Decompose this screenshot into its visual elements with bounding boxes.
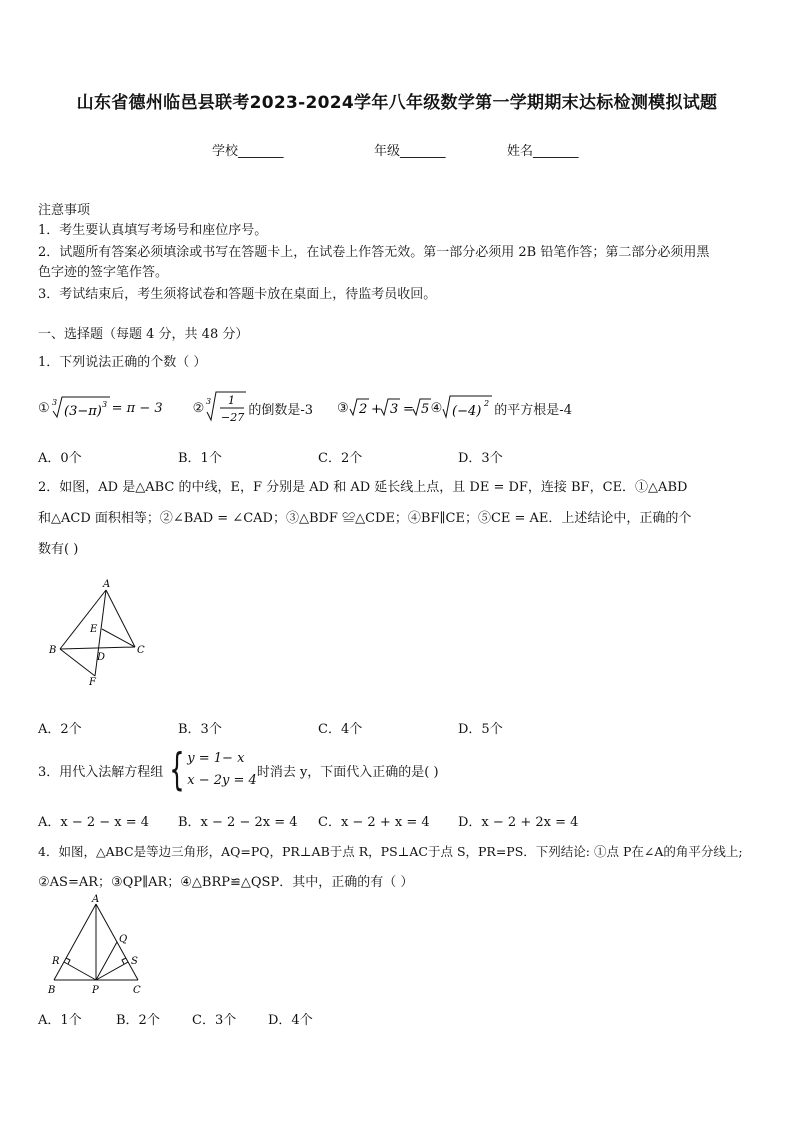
q2-option-c[interactable]: C．4个 <box>318 722 363 737</box>
page-title: 山东省德州临邑县联考2023-2024学年八年级数学第一学期期末达标检测模拟试题 <box>76 93 718 113</box>
q3-option-c[interactable]: C．x − 2 + x = 4 <box>318 815 430 830</box>
q3-stem <box>38 744 439 795</box>
label-a: A <box>103 579 111 590</box>
svg-text:−27: −27 <box>221 411 245 424</box>
q4-option-c[interactable]: C．3个 <box>192 1013 237 1028</box>
q1-stem: 1．下列说法正确的个数（ ） <box>38 355 207 370</box>
q4-figure <box>40 892 150 998</box>
statement-4-label: ④ <box>430 400 443 416</box>
q4-stem-line: ②AS=AR；③QP∥AR；④△BRP≌△QSP．其中，正确的有（ ） <box>38 875 414 890</box>
note-item: 1．考生要认真填写考场号和座位序号。 <box>38 223 268 238</box>
svg-text:5: 5 <box>420 402 429 417</box>
q2-stem-line: 和△ACD 面积相等；②∠BAD = ∠CAD；③△BDF ≌△CDE；④BF∥CE；⑤CE = AE．上述结论中，正确的个 <box>38 511 692 526</box>
q3-option-a[interactable]: A．x − 2 − x = 4 <box>38 815 150 830</box>
q1-statements <box>38 390 572 426</box>
label-p: P <box>92 985 99 996</box>
section-heading: 一、选择题（每题 4 分，共 48 分） <box>38 327 249 342</box>
q2-stem-line: 2．如图，AD 是△ABC 的中线，E，F 分别是 AD 和 AD 延长线上点，且 DE = DF，连接 BF，CE．①△ABD <box>38 480 688 495</box>
q2-stem-line: 数有( ) <box>38 542 79 557</box>
svg-text:(−4): (−4) <box>452 404 482 419</box>
svg-text:=: = <box>402 402 414 417</box>
q2-option-d[interactable]: D．5个 <box>458 722 503 737</box>
q3-stem-post: 时消去 y，下面代入正确的是( ) <box>256 764 439 780</box>
label-c: C <box>133 985 141 996</box>
statement-1-label: ① <box>38 400 50 416</box>
svg-text:3: 3 <box>206 397 212 406</box>
equation-system: { y = 1− x x − 2y = 4 <box>169 744 257 795</box>
q1-option-a[interactable]: A．0个 <box>38 451 82 466</box>
q4-option-a[interactable]: A．1个 <box>38 1013 82 1028</box>
q1-options <box>38 447 598 466</box>
svg-text:3: 3 <box>101 400 107 409</box>
q1-option-b[interactable]: B．1个 <box>178 451 222 466</box>
cube-root-fraction <box>204 390 248 426</box>
svg-text:(3−π): (3−π) <box>63 404 102 419</box>
q2-option-b[interactable]: B．3个 <box>178 722 222 737</box>
q3-stem-pre: 3．用代入法解方程组 <box>38 764 164 780</box>
label-b: B <box>48 985 56 996</box>
q2-figure <box>40 576 160 688</box>
label-b: B <box>49 645 57 656</box>
statement-1-tail: = π − 3 <box>111 400 163 416</box>
q2-option-a[interactable]: A．2个 <box>38 722 82 737</box>
q1-option-d[interactable]: D．3个 <box>458 451 503 466</box>
label-e: E <box>90 624 98 635</box>
statement-2-label: ② <box>192 400 205 416</box>
q3-options <box>38 811 598 830</box>
note-item: 3．考试结束后，考生须将试卷和答题卡放在桌面上，待监考员收回。 <box>38 287 437 302</box>
svg-text:+: + <box>370 402 382 417</box>
label-q: Q <box>119 934 128 945</box>
svg-text:2: 2 <box>484 399 490 408</box>
cube-root-expression <box>50 393 112 423</box>
svg-text:3: 3 <box>51 398 57 407</box>
sqrt-square-expression <box>442 393 494 423</box>
label-r: R <box>52 956 60 967</box>
q3-option-d[interactable]: D．x − 2 + 2x = 4 <box>458 815 579 830</box>
label-s: S <box>131 956 138 967</box>
q4-options <box>38 1009 344 1028</box>
q4-option-d[interactable]: D．4个 <box>268 1013 313 1028</box>
q2-options <box>38 718 598 737</box>
svg-text:1: 1 <box>228 394 236 407</box>
label-f: F <box>89 677 96 688</box>
note-item: 色字迹的签字笔作答。 <box>38 265 169 280</box>
statement-4-tail: 的平方根是-4 <box>494 402 572 418</box>
q3-option-b[interactable]: B．x − 2 − 2x = 4 <box>178 815 298 830</box>
equation-2: x − 2y = 4 <box>187 773 257 788</box>
label-d: D <box>97 652 106 663</box>
equation-1: y = 1− x <box>187 751 245 766</box>
svg-text:3: 3 <box>389 402 398 417</box>
notes-heading: 注意事项 <box>38 203 91 218</box>
label-a: A <box>92 894 100 905</box>
svg-text:2: 2 <box>358 402 367 417</box>
grade-field[interactable]: 年级_______ <box>374 144 446 159</box>
label-c: C <box>137 645 145 656</box>
note-item: 2．试题所有答案必须填涂或书写在答题卡上，在试卷上作答无效。第一部分必须用 2B 铅笔作答；第二部分必须用黑 <box>38 245 710 260</box>
statement-2-tail: 的倒数是-3 <box>248 402 313 418</box>
q4-stem-line: 4．如图，△ABC是等边三角形，AQ=PQ，PR⊥AB于点 R，PS⊥AC于点 S，PR=PS．下列结论: ①点 P在∠A的角平分线上; <box>38 844 743 859</box>
q1-option-c[interactable]: C．2个 <box>318 451 363 466</box>
statement-3-label: ③ <box>336 400 349 416</box>
sqrt-sum-expression <box>349 395 431 421</box>
q4-option-b[interactable]: B．2个 <box>116 1013 160 1028</box>
name-field[interactable]: 姓名_______ <box>507 144 579 159</box>
school-field[interactable]: 学校_______ <box>212 144 284 159</box>
